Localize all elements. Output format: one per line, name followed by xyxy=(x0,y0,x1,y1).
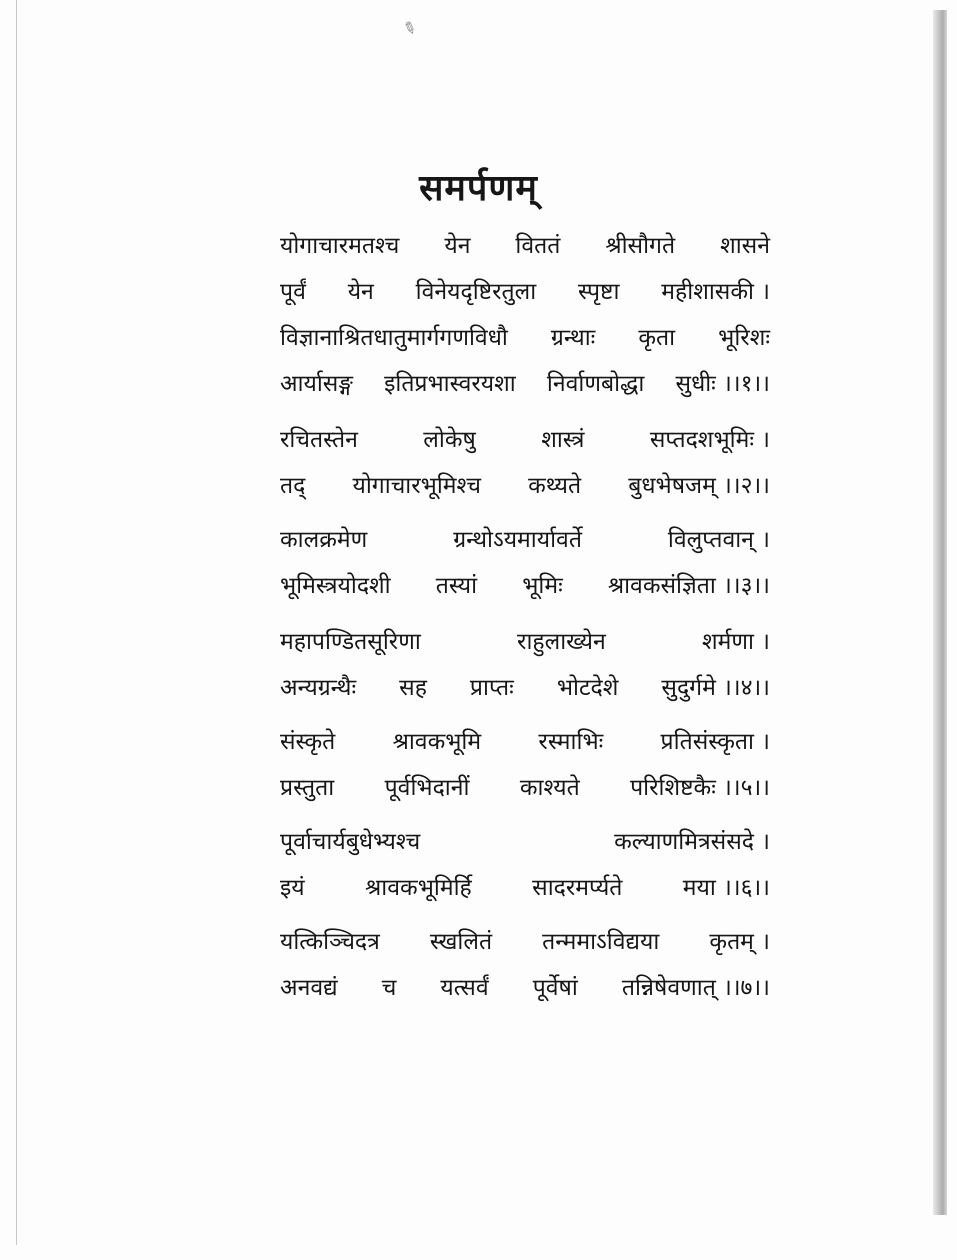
verse-word: श्रावकभूमि xyxy=(392,729,482,755)
verse-line xyxy=(280,724,770,770)
verse-word: पूर्वेषां xyxy=(532,975,578,1001)
verse-word: पूर्वं xyxy=(280,279,306,305)
verse-word: येन xyxy=(347,279,374,305)
verse-word: कल्याणमित्रसंसदे । xyxy=(614,829,770,855)
verse-word: विनेयदृष्टिरतुला xyxy=(415,279,537,305)
verse-word: तन्निषेवणात् ।।७।। xyxy=(621,975,770,1001)
verse-word: कालक्रमेण xyxy=(280,527,368,553)
verse-word: राहुलाख्येन xyxy=(517,629,606,655)
verse-word: स्पृष्टा xyxy=(578,279,620,305)
verse-line xyxy=(280,824,770,870)
verse-word: इयं xyxy=(280,875,305,901)
verse-word: कथ्यते xyxy=(528,473,582,499)
verse-word: अनवद्यं xyxy=(280,975,338,1001)
verse-word: कृता xyxy=(638,325,676,351)
verse-word: मया ।।६।। xyxy=(682,875,770,901)
verse-line xyxy=(280,670,770,716)
verse-word: भूमिः xyxy=(522,573,563,599)
verse-word: भूरिशः xyxy=(718,325,770,351)
verse-word: योगाचारमतश्च xyxy=(280,233,400,259)
verse-word: सह xyxy=(399,675,427,701)
verse-word: परिशिष्टकैः ।।५।। xyxy=(630,775,770,801)
pencil-mark-icon: ✎ xyxy=(400,16,420,40)
verse-word: विततं xyxy=(515,233,561,259)
verse-line xyxy=(280,624,770,670)
verse-word: इतिप्रभास्वरयशा xyxy=(384,371,516,397)
verse-word: श्रीसौगते xyxy=(605,233,676,259)
verse-line xyxy=(280,228,770,274)
verse-word: ग्रन्थाः xyxy=(550,325,596,351)
verse-word: योगाचारभूमिश्च xyxy=(352,473,481,499)
verse-word: कृतम् । xyxy=(709,929,770,955)
verse-word: तन्ममाऽविद्यया xyxy=(542,929,660,955)
verse-word: तद् xyxy=(280,473,306,499)
verse-word: विज्ञानाश्रितधातुमार्गगणविधौ xyxy=(280,325,508,351)
verse-word: च xyxy=(381,975,397,1001)
verse-word: लोकेषु xyxy=(423,427,476,453)
verse-word: निर्वाणबोद्धा xyxy=(546,371,645,397)
verse-word: शास्त्रं xyxy=(541,427,585,453)
verse-word: पूर्वभिदानीं xyxy=(384,775,470,801)
verse-line xyxy=(280,870,770,916)
verse-word: सुदुर्गमे ।।४।। xyxy=(661,675,770,701)
verse-word: प्रतिसंस्कृता । xyxy=(660,729,770,755)
verse-word: प्रस्तुता xyxy=(280,775,335,801)
verse-line xyxy=(280,366,770,412)
verse-line xyxy=(280,970,770,1016)
verse-word: तस्यां xyxy=(435,573,478,599)
verse-word: ग्रन्थोऽयमार्यावर्ते xyxy=(453,527,582,553)
verse-line xyxy=(280,468,770,514)
verse-word: सादरमर्प्यते xyxy=(532,875,623,901)
verse-word: शासने xyxy=(720,233,770,259)
page-title: समर्पणम् xyxy=(419,167,538,209)
verse-word: भोटदेशे xyxy=(556,675,619,701)
verse-line xyxy=(280,924,770,970)
verse-line xyxy=(280,274,770,320)
verse-word: श्रावकसंज्ञिता ।।३।। xyxy=(607,573,770,599)
verse-line xyxy=(280,320,770,366)
verse-word: विलुप्तवान् । xyxy=(667,527,770,553)
verse-word: प्राप्तः xyxy=(469,675,514,701)
verse-word: भूमिस्त्रयोदशी xyxy=(280,573,391,599)
verse-word: स्खलितं xyxy=(429,929,493,955)
verse-word: अन्यग्रन्थैः xyxy=(280,675,357,701)
verse-word: बुधभेषजम् ।।२।। xyxy=(628,473,770,499)
verse-word: श्रावकभूमिर्हि xyxy=(365,875,472,901)
verse-line xyxy=(280,568,770,614)
verse-word: रस्माभिः xyxy=(538,729,604,755)
verse-word: यत्किञ्चिदत्र xyxy=(280,929,380,955)
verse-word: सप्तदशभूमिः । xyxy=(649,427,770,453)
verse-word: यत्सर्वं xyxy=(440,975,489,1001)
verse-word: काश्यते xyxy=(519,775,580,801)
verse-word: सुधीः ।।१।। xyxy=(675,371,770,397)
verse-word: पूर्वाचार्यबुधेभ्यश्च xyxy=(280,829,421,855)
verse-word: महीशासकी । xyxy=(661,279,770,305)
verse-word: शर्मणा । xyxy=(701,629,770,655)
verse-line xyxy=(280,522,770,568)
verse-line xyxy=(280,422,770,468)
verse-word: येन xyxy=(444,233,471,259)
verse-word: रचितस्तेन xyxy=(280,427,358,453)
verse-word: संस्कृते xyxy=(280,729,336,755)
verse-word: महापण्डितसूरिणा xyxy=(280,629,421,655)
verse-line xyxy=(280,770,770,816)
verse-word: आर्यासङ्ग xyxy=(280,371,353,397)
